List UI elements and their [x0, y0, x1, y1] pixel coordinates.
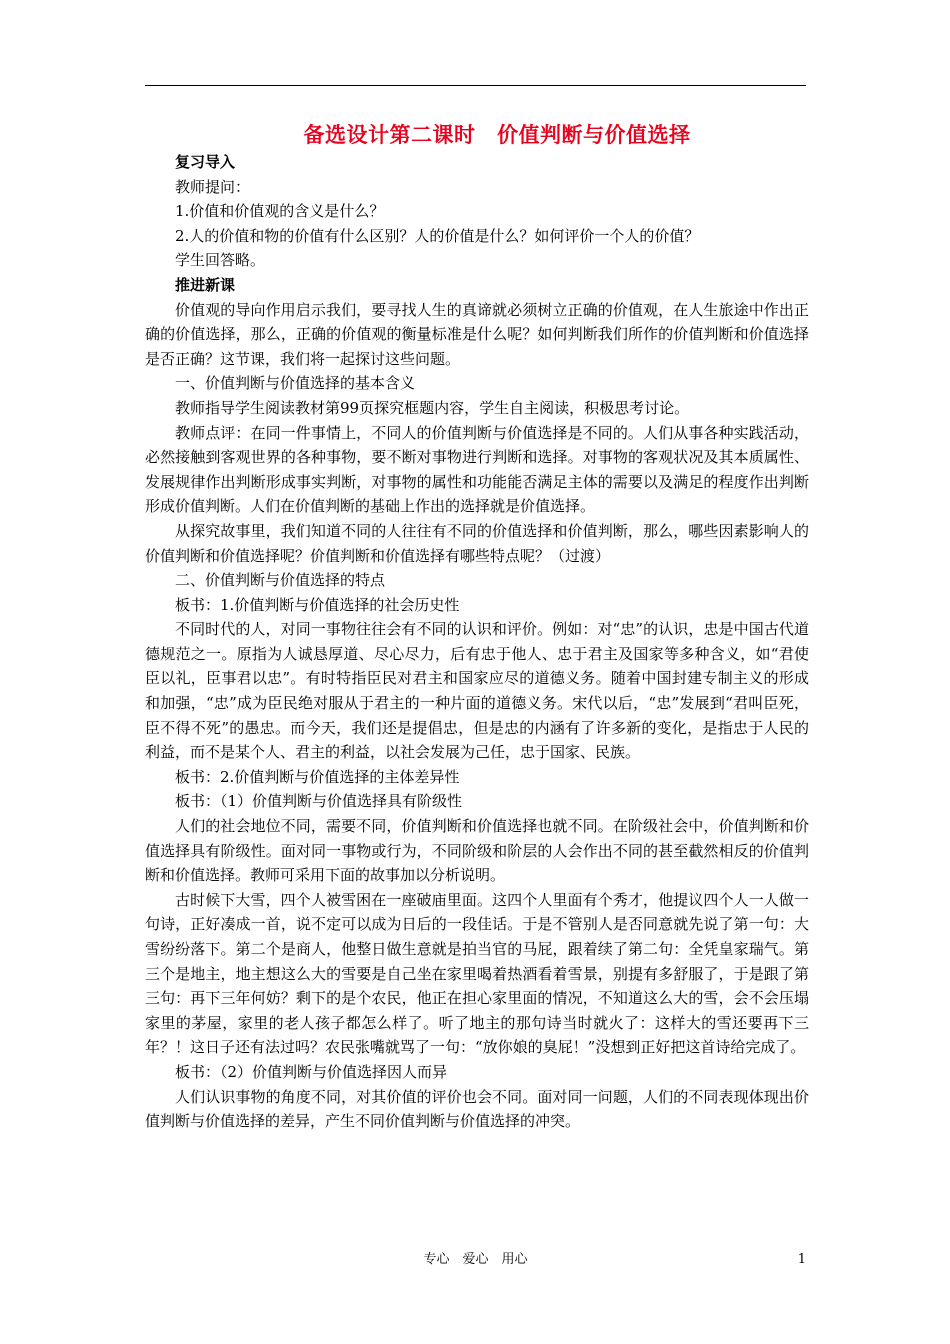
paragraph: 教师指导学生阅读教材第99页探究框题内容，学生自主阅读，积极思考讨论。	[175, 398, 690, 417]
paragraph: 古时候下大雪，四个人被雪困在一座破庙里面。这四个人里面有个秀才，他提议四个人一人做一句诗，正好凑成一首，说不定可以成为日后的一段佳话。于是不管别人是否同意就先说了第一句：大雪纷纷落下。第二个是商人，他整日做生意就是拍当官的马屁，跟着续了第二句：全凭皇家瑞气。第三个是地主，地主想这么大的雪要是自己坐在家里喝着热酒看着雪景，别提有多舒服了，于是跟了第三句：再下三年何妨？剩下的是个农民，他正在担心家里面的情况，不知道这么大的雪，会不会压塌家里的茅屋，家里的老人孩子都怎么样了。听了地主的那句诗当时就火了：这样大的雪还要再下三年？！这日子还有法过吗？农民张嘴就骂了一句：“放你娘的臭屁！”没想到正好把这首诗给完成了。	[145, 890, 809, 1057]
paragraph: 人们认识事物的角度不同，对其价值的评价也会不同。面对同一问题，人们的不同表现体现出价值判断与价值选择的差异，产生不同价值判断与价值选择的冲突。	[145, 1087, 809, 1131]
section-heading: 复习导入	[175, 153, 236, 171]
paragraph: 板书：（1）价值判断与价值选择具有阶级性	[175, 792, 463, 811]
document-title: 备选设计第二课时 价值判断与价值选择	[303, 123, 691, 147]
paragraph: 人们的社会地位不同，需要不同，价值判断和价值选择也就不同。在阶级社会中，价值判断和价值选择具有阶级性。面对同一事物或行为，不同阶级和阶层的人会作出不同的甚至截然相反的价值判断和价值选择。教师可采用下面的故事加以分析说明。	[145, 817, 809, 885]
paragraph: 板书：（2）价值判断与价值选择因人而异	[175, 1062, 448, 1081]
paragraph: 教师点评：在同一件事情上，不同人的价值判断与价值选择是不同的。人们从事各种实践活动，必然接触到客观世界的各种事物，要不断对事物进行判断和选择。对事物的客观状况及其本质属性、发展规律作出判断形成事实判断，对事物的属性和功能能否满足主体的需要以及满足的程度作出判断形成价值判断。人们在价值判断的基础上作出的选择就是价值选择。	[145, 423, 809, 516]
paragraph: 从探究故事里，我们知道不同的人往往有不同的价值选择和价值判断，那么，哪些因素影响人的价值判断和价值选择呢？价值判断和价值选择有哪些特点呢？（过渡）	[145, 521, 809, 565]
section-heading: 推进新课	[175, 275, 236, 294]
paragraph: 二、价值判断与价值选择的特点	[175, 571, 386, 590]
footer-motto: 专心 爱心 用心	[423, 1252, 528, 1267]
paragraph: 板书：2.价值判断与价值选择的主体差异性	[175, 767, 460, 786]
paragraph: 价值观的导向作用启示我们，要寻找人生的真谛就必须树立正确的价值观，在人生旅途中作出正确的价值选择，那么，正确的价值观的衡量标准是什么呢？如何判断我们所作的价值判断和价值选择是否正确？这节课，我们将一起探讨这些问题。	[145, 300, 809, 368]
document-body	[145, 150, 809, 1134]
paragraph: 板书：1.价值判断与价值选择的社会历史性	[175, 595, 460, 614]
page-number: 1	[797, 1252, 806, 1267]
paragraph: 1.价值和价值观的含义是什么？	[175, 202, 385, 221]
paragraph: 不同时代的人，对同一事物往往会有不同的认识和评价。例如：对“忠”的认识，忠是中国古代道德规范之一。原指为人诚恳厚道、尽心尽力，后有忠于他人、忠于君主及国家等多种含义，如“君使臣以礼，臣事君以忠”。有时特指臣民对君主和国家应尽的道德义务。随着中国封建专制主义的形成和加强，“忠”成为臣民绝对服从于君主的一种片面的道德义务。宋代以后，“忠”发展到“君叫臣死，臣不得不死”的愚忠。而今天，我们还是提倡忠，但是忠的内涵有了许多新的变化，是指忠于人民的利益，而不是某个人、君主的利益，以社会发展为己任，忠于国家、民族。	[145, 620, 809, 762]
page-footer	[145, 1251, 806, 1269]
paragraph: 教师提问：	[175, 177, 251, 196]
header-rule	[145, 85, 806, 86]
paragraph: 2.人的价值和物的价值有什么区别？人的价值是什么？如何评价一个人的价值？	[175, 226, 700, 245]
paragraph: 一、价值判断与价值选择的基本含义	[175, 374, 416, 393]
paragraph: 学生回答略。	[175, 251, 266, 270]
